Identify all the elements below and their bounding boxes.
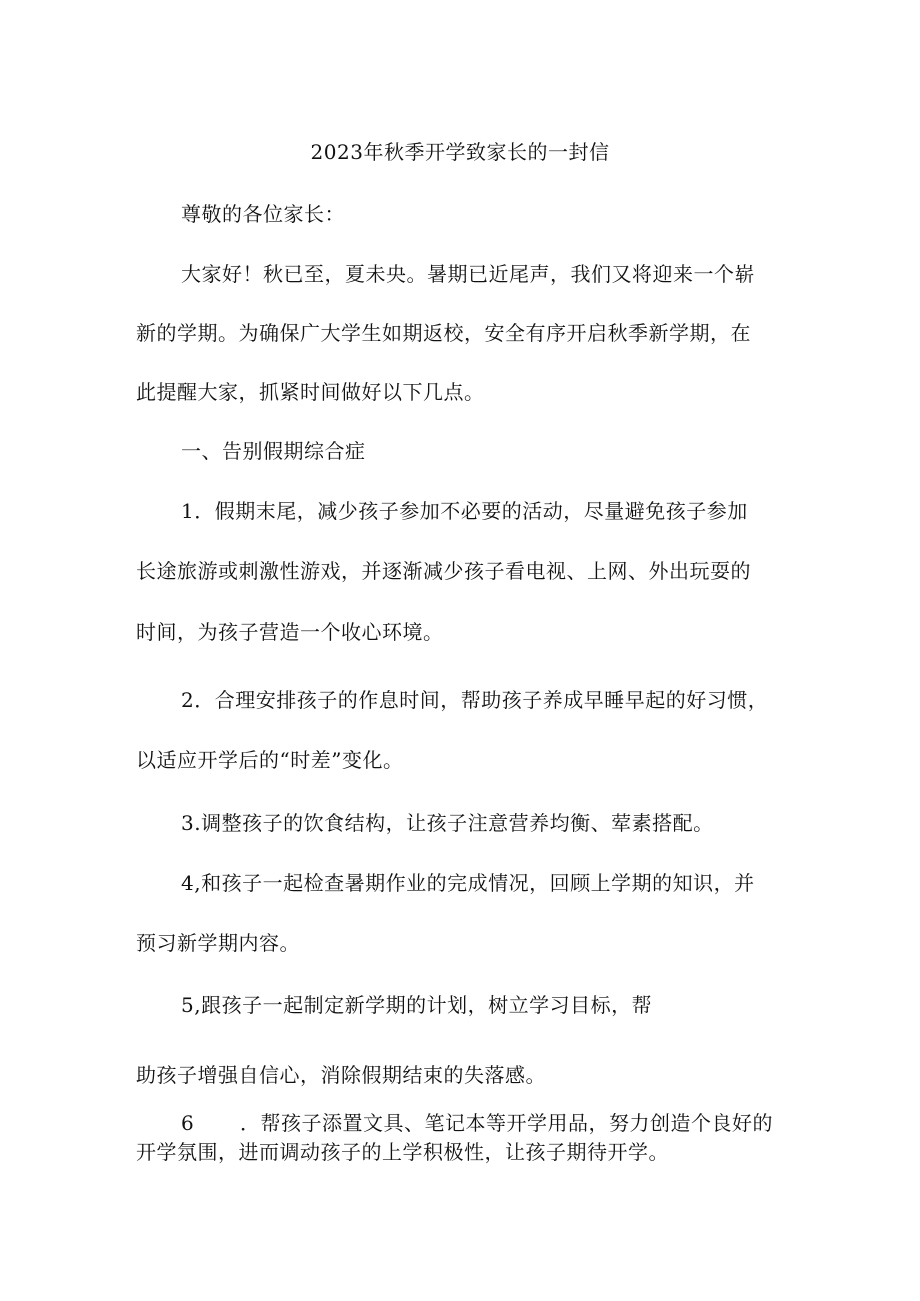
item-1-line: 时间，为孩子营造一个收心环境。: [136, 620, 444, 644]
item-3-line: 3.调整孩子的饮食结构，让孩子注意营养均衡、荤素搭配。: [181, 811, 714, 835]
item-4-line: 预习新学期内容。: [136, 931, 300, 955]
item-6-line: 开学氛围，进而调动孩子的上学积极性，让孩子期待开学。: [136, 1140, 669, 1164]
page-title: 2023年秋季开学致家长的一封信: [310, 140, 610, 164]
item-1-line: 长途旅游或刺激性游戏，并逐渐减少孩子看电视、上网、外出玩耍的: [136, 559, 751, 583]
item-5-line: 助孩子增强自信心，消除假期结束的失落感。: [136, 1063, 546, 1087]
item-1-line: 1．假期末尾，减少孩子参加不必要的活动，尽量避免孩子参加: [181, 499, 748, 523]
item-2-line: 以适应开学后的“时差”变化。: [136, 748, 404, 772]
item-6-number: 6: [181, 1111, 194, 1135]
section-heading: 一、告别假期综合症: [181, 439, 366, 463]
item-2-line: 2．合理安排孩子的作息时间，帮助孩子养成早睡早起的好习惯，: [181, 688, 769, 712]
intro-line: 此提醒大家，抓紧时间做好以下几点。: [136, 380, 485, 404]
item-4-line: 4,和孩子一起检查暑期作业的完成情况，回顾上学期的知识，并: [181, 871, 755, 895]
intro-line: 新的学期。为确保广大学生如期返校，安全有序开启秋季新学期，在: [136, 321, 751, 345]
item-6-line: ．帮孩子添置文具、笔记本等开学用品，努力创造个良好的: [240, 1111, 773, 1135]
intro-line: 大家好！秋已至，夏未央。暑期已近尾声，我们又将迎来一个崭: [181, 262, 755, 286]
item-5-line: 5,跟孩子一起制定新学期的计划，树立学习目标，帮: [181, 993, 653, 1017]
salutation: 尊敬的各位家长：: [181, 202, 345, 226]
